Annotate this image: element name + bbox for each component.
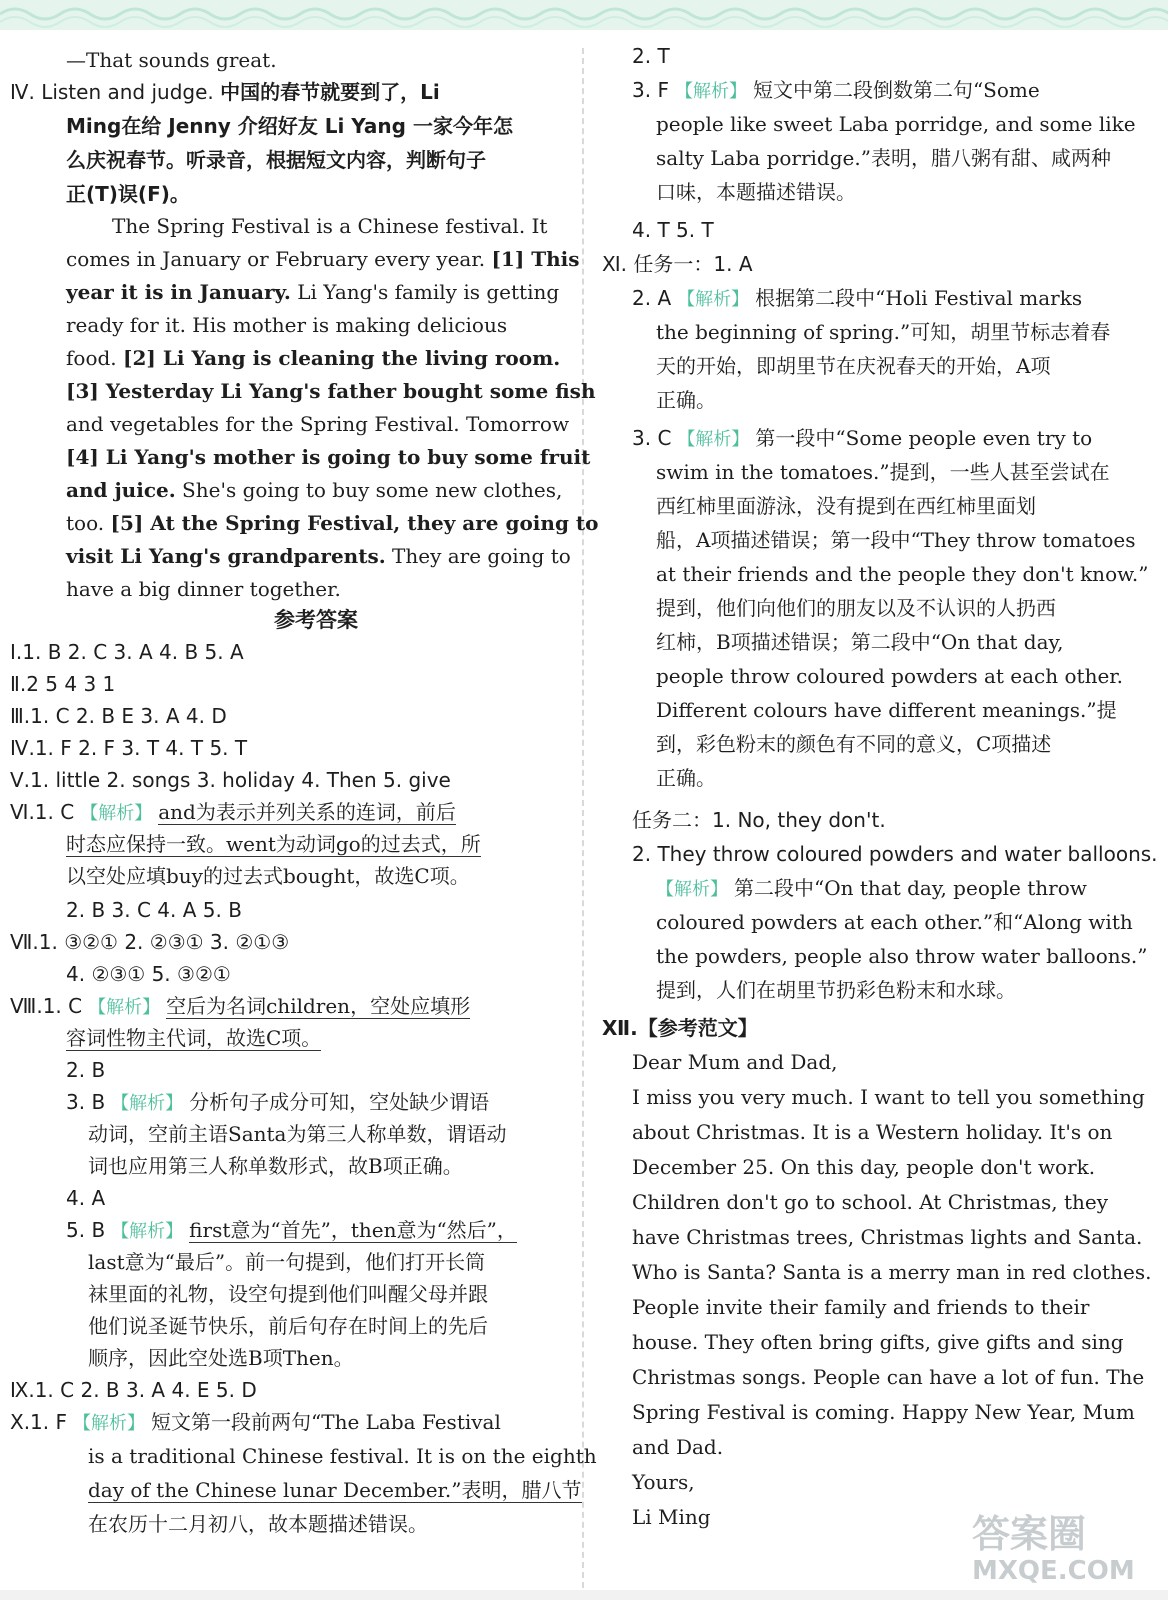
analysis-line: swim in the tomatoes.”提到，一些人甚至尝试在 (656, 460, 1110, 484)
passage-text: They are going to (392, 544, 571, 568)
analysis-tag: 【解析】 (677, 289, 750, 310)
analysis-line: 天的开始，即胡里节在庆祝春天的开始，A项 (656, 354, 1051, 378)
answer-head: 3. C (632, 426, 672, 450)
passage-text: She's going to buy some new clothes, (182, 478, 563, 502)
analysis-line: 口味，本题描述错误。 (656, 180, 856, 204)
analysis-line: Different colours have different meanings.”提 (656, 698, 1117, 722)
answer-section-6 (10, 798, 456, 828)
essay-signature: Li Ming (632, 1505, 711, 1529)
analysis-tag: 【解析】 (677, 429, 750, 450)
analysis-line: 正确。 (656, 388, 716, 412)
analysis-text: 短文第一段前两句“The Laba Festival (151, 1410, 501, 1434)
analysis-line: at their friends and the people they don't know.” (656, 562, 1149, 586)
analysis-text: 短文中第二段倒数第二句“Some (752, 78, 1040, 102)
passage-bold: [1] This (491, 247, 580, 271)
passage-line-12: have a big dinner together. (66, 577, 341, 601)
answer-section-7: Ⅶ.1. ③②① 2. ②③① 3. ②①③ (10, 930, 290, 954)
answer-head: 5. B (66, 1218, 106, 1242)
analysis-line: 顺序，因此空处选B项Then。 (88, 1346, 354, 1370)
analysis-line: coloured powders at each other.”和“Along with (656, 910, 1133, 934)
analysis-line: last意为“最后”。前一句提到，他们打开长筒 (88, 1250, 486, 1274)
answer-section-10 (10, 1408, 501, 1438)
analysis-tag: 【解析】 (674, 81, 747, 102)
answer-head: 3. B (66, 1090, 106, 1114)
passage-text: Li Yang's family is getting (297, 280, 560, 304)
watermark-en: MXQE.COM (972, 1556, 1135, 1586)
answer-section-12: Ⅻ.【参考范文】 (602, 1016, 758, 1040)
bottom-band (0, 1590, 1168, 1600)
analysis-line: people throw coloured powders at each other. (656, 664, 1124, 688)
analysis-text: 时态应保持一致。went为动词go的过去式，所 (66, 832, 481, 856)
analysis-line: 正确。 (656, 766, 716, 790)
analysis-text: 空后为名词children，空处应填形 (166, 994, 471, 1018)
analysis-line (656, 874, 1087, 904)
passage-bold: [5] At the Spring Festival, they are going to (110, 511, 599, 535)
answer-row: 4. ②③① 5. ③②① (66, 962, 231, 986)
essay-line: I miss you very much. I want to tell you something (632, 1085, 1145, 1109)
answer-section-5: Ⅴ.1. little 2. songs 3. holiday 4. Then 5. give (10, 768, 451, 792)
answer-row (66, 1088, 489, 1118)
passage-line-1: The Spring Festival is a Chinese festival. It (112, 214, 548, 238)
answer-head: 3. F (632, 78, 669, 102)
analysis-text: and为表示并列关系的连词，前后 (158, 800, 456, 824)
answer-head: 2. A (632, 286, 672, 310)
essay-line: Christmas songs. People can have a lot of fun. The (632, 1365, 1145, 1389)
analysis-tag: 【解析】 (73, 1413, 146, 1434)
answer-row: 4. A (66, 1186, 106, 1210)
answer-section-8 (10, 992, 470, 1022)
analysis-line: 动词，空前主语Santa为第三人称单数，谓语动 (88, 1122, 507, 1146)
answer-row: 2. B (66, 1058, 106, 1082)
passage-line-2 (66, 245, 580, 273)
answer-section-11: Ⅺ. 任务一：1. A (602, 252, 753, 276)
analysis-line: people like sweet Laba porridge, and some like (656, 112, 1136, 136)
analysis-tag: 【解析】 (111, 1221, 184, 1242)
essay-line: Children don't go to school. At Christmas, they (632, 1190, 1109, 1214)
passage-line-11 (66, 542, 571, 570)
passage-line-8: [4] Li Yang's mother is going to buy some fruit (66, 445, 591, 469)
analysis-line: the powders, people also throw water balloons.” (656, 944, 1148, 968)
section-4-instruction-4: 正(T)误(F)。 (66, 182, 190, 206)
answer-row: 2. They throw coloured powders and water balloons. (632, 842, 1158, 866)
section-4-instruction-3: 么庆祝春节。听录音，根据短文内容，判断句子 (66, 148, 486, 172)
top-decorative-band (0, 0, 1168, 30)
analysis-text: 根据第二段中“Holi Festival marks (755, 286, 1083, 310)
essay-line: Dear Mum and Dad, (632, 1050, 838, 1074)
essay-line: house. They often bring gifts, give gifts and sing (632, 1330, 1124, 1354)
analysis-line: 到，彩色粉末的颜色有不同的意义，C项描述 (656, 732, 1052, 756)
passage-text: too. (66, 511, 105, 535)
essay-line: December 25. On this day, people don't work. (632, 1155, 1096, 1179)
analysis-line: 提到，人们在胡里节扔彩色粉末和水球。 (656, 978, 1016, 1002)
answer-section-2: Ⅱ.2 5 4 3 1 (10, 672, 116, 696)
answer-row (632, 284, 1082, 314)
passage-bold: and juice. (66, 478, 176, 502)
analysis-text: first意为“首先”，then意为“然后”， (189, 1218, 517, 1242)
section-4-instruction-2: Ming在给 Jenny 介绍好友 Li Yang 一家今年怎 (66, 114, 513, 138)
analysis-tag: 【解析】 (656, 879, 728, 900)
passage-line-4: ready for it. His mother is making delicious (66, 313, 508, 337)
essay-line: Yours, (632, 1470, 695, 1494)
analysis-tag: 【解析】 (80, 803, 153, 824)
answers-title: 参考答案 (274, 608, 358, 632)
analysis-line: 红柿，B项描述错误；第二段中“On that day, (656, 630, 1064, 654)
essay-line: Spring Festival is coming. Happy New Year, Mum (632, 1400, 1135, 1424)
analysis-line: the beginning of spring.”可知，胡里节标志着春 (656, 320, 1111, 344)
analysis-text: 第一段中“Some people even try to (755, 426, 1093, 450)
analysis-line: 以空处应填buy的过去式bought，故选C项。 (66, 864, 470, 888)
essay-line: Who is Santa? Santa is a merry man in red clothes. (632, 1260, 1152, 1284)
passage-text: comes in January or February every year. (66, 247, 486, 271)
passage-bold: [2] Li Yang is cleaning the living room. (123, 346, 561, 370)
passage-text: food. (66, 346, 117, 370)
analysis-text: 容词性物主代词，故选C项。 (66, 1026, 322, 1050)
passage-line-9 (66, 476, 562, 504)
passage-bold: year it is in January. (66, 280, 291, 304)
analysis-line: 船，A项描述错误；第一段中“They throw tomatoes (656, 528, 1136, 552)
analysis-line: 他们说圣诞节快乐，前后句存在时间上的先后 (88, 1314, 488, 1338)
passage-bold: visit Li Yang's grandparents. (66, 544, 386, 568)
analysis-text: 分析句子成分可知，空处缺少谓语 (189, 1090, 490, 1114)
analysis-line: 西红柿里面游泳，没有提到在西红柿里面划 (656, 494, 1036, 518)
analysis-line: 词也应用第三人称单数形式，故B项正确。 (88, 1154, 463, 1178)
column-divider (582, 48, 584, 1588)
analysis-line: salty Laba porridge.”表明，腊八粥有甜、咸两种 (656, 146, 1111, 170)
passage-line-5 (66, 344, 560, 372)
passage-line-6: [3] Yesterday Li Yang's father bought some fish (66, 379, 596, 403)
answer-section-4: Ⅳ.1. F 2. F 3. T 4. T 5. T (10, 736, 248, 760)
answer-section-1: Ⅰ.1. B 2. C 3. A 4. B 5. A (10, 640, 244, 664)
passage-line-7: and vegetables for the Spring Festival. Tomorrow (66, 412, 570, 436)
section-4-chinese: 中国的春节就要到了，Li (220, 80, 440, 104)
analysis-tag: 【解析】 (111, 1093, 184, 1114)
task-two-answer: 任务二：1. No, they don't. (632, 808, 886, 832)
watermark-logo (972, 1512, 1158, 1592)
analysis-line: 袜里面的礼物，设空句提到他们叫醒父母并跟 (88, 1282, 488, 1306)
answer-section-3: Ⅲ.1. C 2. B E 3. A 4. D (10, 704, 227, 728)
wave-pattern-icon (0, 0, 1168, 30)
passage-line-10 (66, 509, 598, 537)
analysis-text: day of the Chinese lunar December.”表明，腊八节 (88, 1478, 582, 1502)
analysis-tag: 【解析】 (88, 997, 161, 1018)
answer-head: Ⅷ.1. C (10, 994, 83, 1018)
analysis-line (66, 830, 481, 858)
dialogue-line: —That sounds great. (66, 48, 277, 72)
answer-section-9: Ⅸ.1. C 2. B 3. A 4. E 5. D (10, 1378, 257, 1402)
analysis-line: 在农历十二月初八，故本题描述错误。 (88, 1512, 428, 1536)
essay-line: about Christmas. It is a Western holiday. It's on (632, 1120, 1113, 1144)
analysis-line (66, 1024, 321, 1052)
analysis-line: 提到，他们向他们的朋友以及不认识的人扔西 (656, 596, 1056, 620)
section-4-heading (10, 78, 440, 106)
answer-head: Ⅹ.1. F (10, 1410, 68, 1434)
essay-line: People invite their family and friends to their (632, 1295, 1090, 1319)
section-4-english: Listen and judge. (41, 80, 214, 104)
answer-row: 2. B 3. C 4. A 5. B (66, 898, 242, 922)
answer-row (632, 424, 1092, 454)
watermark-cn: 答案圈 (972, 1512, 1087, 1556)
essay-line: and Dad. (632, 1435, 724, 1459)
answer-head: Ⅵ.1. C (10, 800, 75, 824)
answer-row: 4. T 5. T (632, 218, 714, 242)
analysis-text: 第二段中“On that day, people throw (734, 876, 1087, 900)
essay-line: have Christmas trees, Christmas lights and Santa. (632, 1225, 1143, 1249)
answer-row (66, 1216, 517, 1246)
passage-line-3 (66, 278, 559, 306)
analysis-line: is a traditional Chinese festival. It is on the eighth (88, 1444, 597, 1468)
answer-row (632, 76, 1040, 106)
answer-row: 2. T (632, 44, 670, 68)
analysis-line (88, 1476, 582, 1504)
section-numeral: Ⅳ. (10, 80, 35, 104)
